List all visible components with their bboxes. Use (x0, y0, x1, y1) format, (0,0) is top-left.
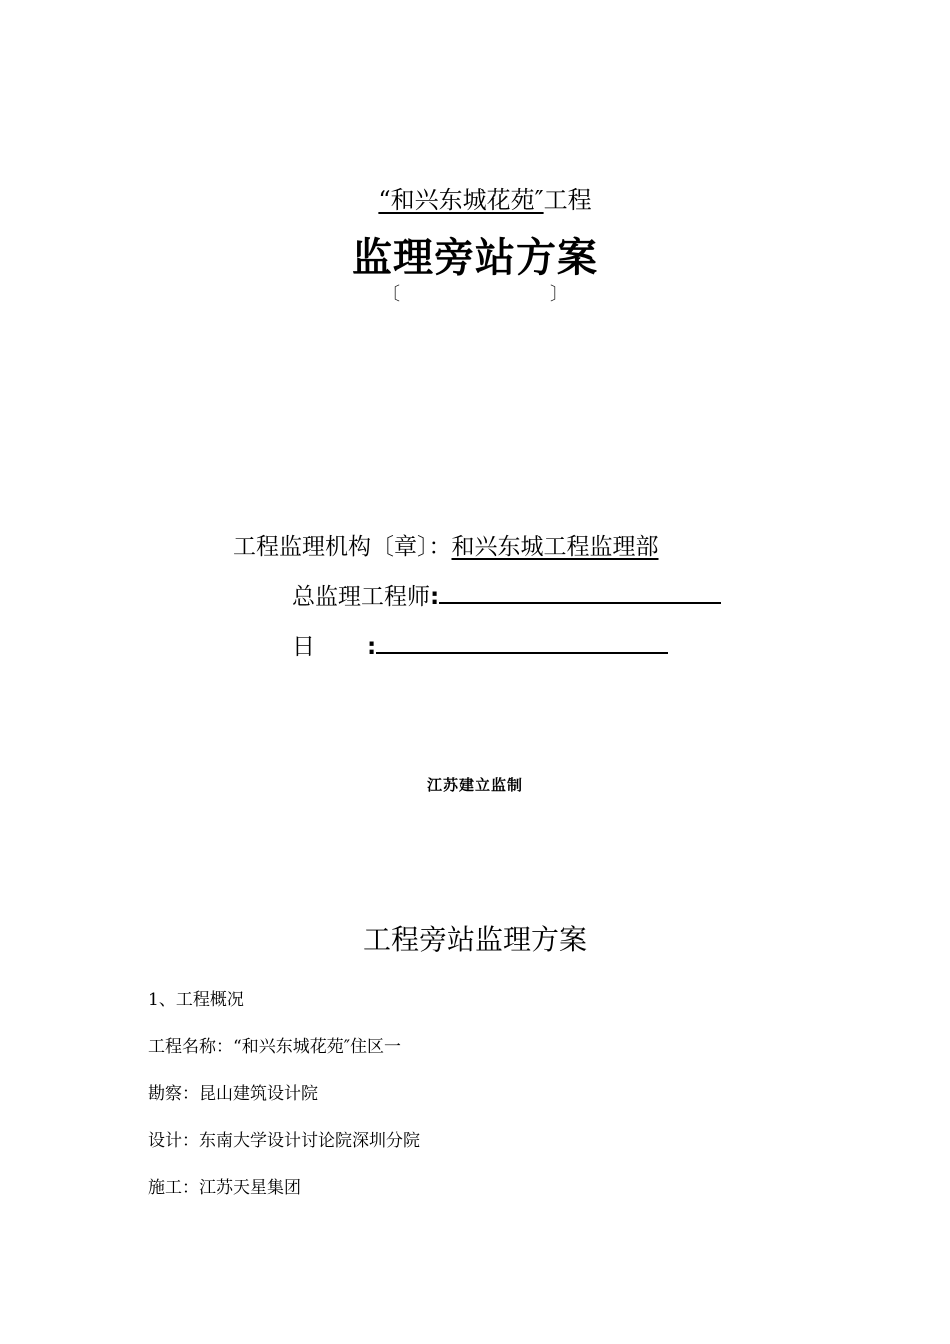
date-colon: : (367, 634, 377, 660)
overview-heading: 1、工程概况 (148, 990, 244, 1010)
org-value: 和兴东城工程监理部 (451, 534, 659, 560)
date-label: 日 (292, 634, 315, 660)
bracket-line (0, 282, 950, 308)
chief-engineer-blank[interactable] (439, 582, 721, 604)
section-title: 工程旁站监理方案 (362, 923, 587, 956)
construction-entry: 施工：江苏天星集团 (148, 1178, 301, 1198)
chief-engineer-row (292, 580, 721, 614)
survey-entry: 勘察：昆山建筑设计院 (148, 1084, 318, 1104)
design-entry: 设计：东南大学设计讨论院深圳分院 (148, 1131, 420, 1151)
org-row (233, 530, 659, 564)
project-name-entry: 工程名称：“和兴东城花苑″住区一 (148, 1037, 402, 1057)
bracket-open: 〔 (382, 284, 400, 305)
publisher: 江苏建立监制 (426, 776, 523, 794)
cover-header (0, 180, 950, 308)
chief-engineer-label: 总监理工程师 (292, 584, 430, 610)
project-name: “和兴东城花苑″ (378, 186, 544, 214)
date-row (292, 630, 668, 664)
chief-engineer-colon: : (430, 584, 440, 610)
org-label: 工程监理机构〔章〕： (233, 534, 452, 560)
overview-list (148, 988, 420, 1223)
project-name-line (0, 180, 950, 220)
project-suffix: 工程 (543, 186, 592, 214)
main-title: 监理旁站方案 (352, 235, 598, 281)
bracket-close: 〕 (550, 284, 568, 305)
date-blank[interactable] (376, 632, 668, 654)
